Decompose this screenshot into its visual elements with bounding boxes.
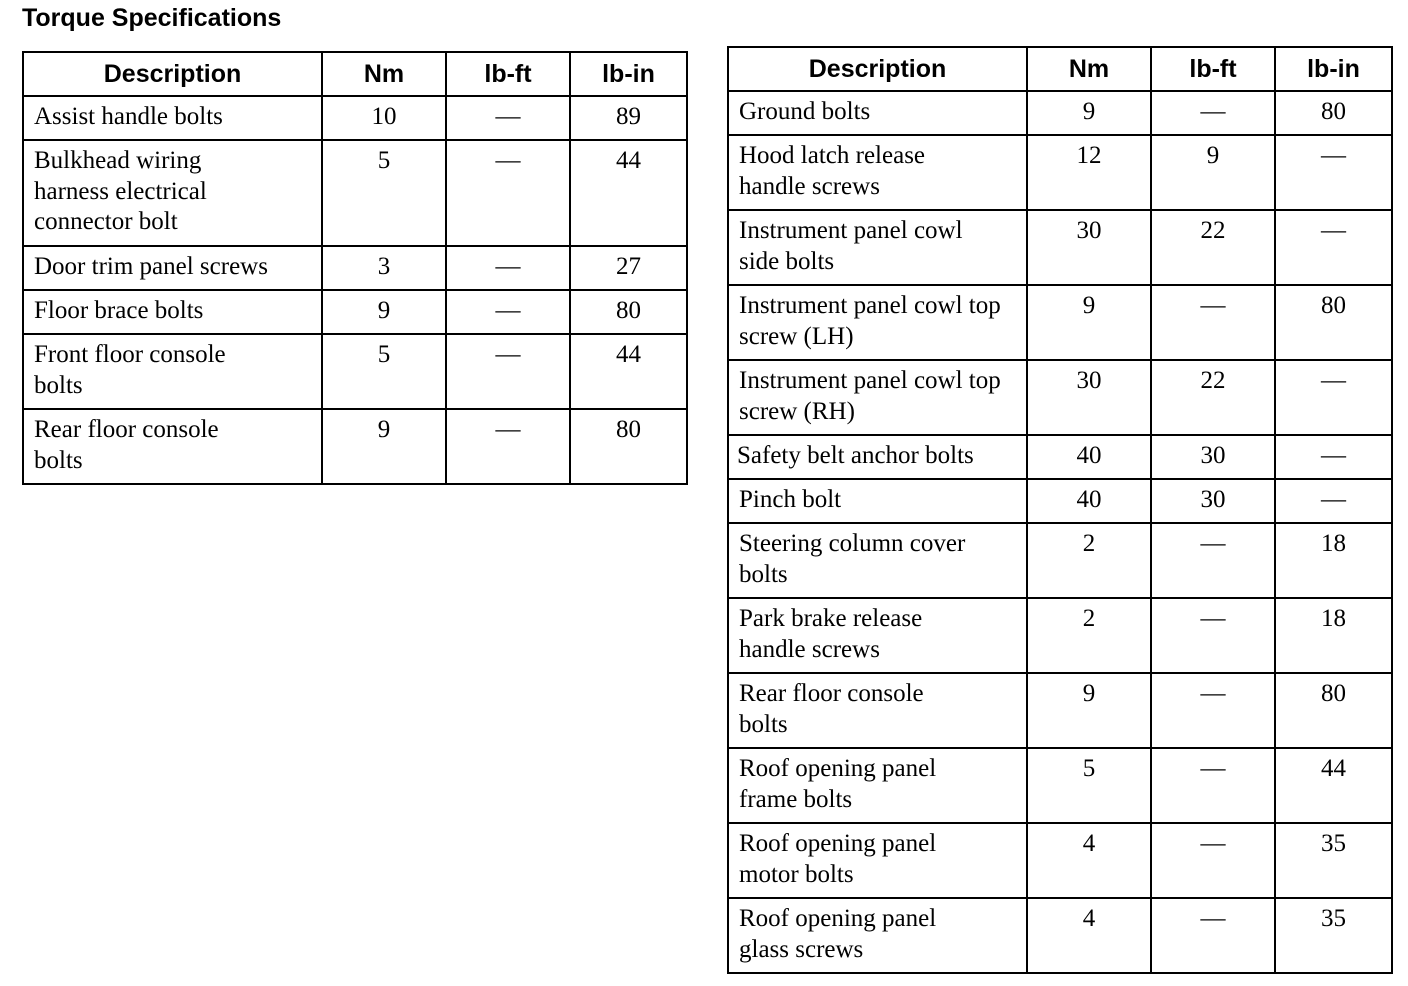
cell-description: Safety belt anchor bolts	[728, 435, 1027, 479]
cell-nm: 5	[1027, 748, 1151, 823]
cell-description	[728, 823, 1027, 898]
cell-nm: 5	[322, 334, 446, 409]
cell-nm: 40	[1027, 479, 1151, 523]
cell-lb-in: —	[1275, 360, 1392, 435]
cell-lb-in: 18	[1275, 598, 1392, 673]
table-row	[728, 673, 1392, 748]
table-row	[728, 91, 1392, 135]
cell-nm: 40	[1027, 435, 1151, 479]
cell-nm: 9	[1027, 673, 1151, 748]
cell-lb-in: 18	[1275, 523, 1392, 598]
cell-lb-in: 80	[570, 409, 687, 484]
header-row	[728, 47, 1392, 91]
cell-description-text: Instrument panel cowl side bolts	[739, 217, 963, 275]
table-row	[23, 290, 687, 334]
cell-lb-ft: —	[1151, 91, 1275, 135]
cell-description-text: Rear floor console bolts	[739, 680, 924, 738]
header-lb-ft: lb-ft	[1151, 47, 1275, 91]
cell-lb-ft: 30	[1151, 435, 1275, 479]
cell-description	[728, 135, 1027, 210]
cell-lb-ft: —	[1151, 898, 1275, 973]
cell-lb-ft: 9	[1151, 135, 1275, 210]
cell-description-text: Rear floor console bolts	[34, 416, 219, 474]
cell-description: Door trim panel screws	[23, 246, 322, 290]
cell-lb-in: 27	[570, 246, 687, 290]
cell-nm: 2	[1027, 523, 1151, 598]
cell-nm: 5	[322, 140, 446, 246]
table-row	[728, 898, 1392, 973]
table-row	[728, 435, 1392, 479]
table-row	[23, 246, 687, 290]
cell-lb-in: 80	[1275, 91, 1392, 135]
table-row	[728, 285, 1392, 360]
cell-description: Pinch bolt	[728, 479, 1027, 523]
cell-lb-ft: —	[1151, 823, 1275, 898]
cell-nm: 3	[322, 246, 446, 290]
cell-description	[23, 334, 322, 409]
cell-lb-ft: —	[1151, 523, 1275, 598]
cell-lb-ft: —	[1151, 285, 1275, 360]
table-row	[728, 479, 1392, 523]
cell-lb-ft: —	[1151, 748, 1275, 823]
table-row	[728, 823, 1392, 898]
cell-description-text: Roof opening panel motor bolts	[739, 830, 937, 888]
cell-description-text: Roof opening panel glass screws	[739, 905, 937, 963]
header-description: Description	[728, 47, 1027, 91]
cell-lb-in: 44	[570, 334, 687, 409]
cell-description-text: Roof opening panel frame bolts	[739, 755, 937, 813]
cell-nm: 9	[322, 409, 446, 484]
cell-description	[728, 598, 1027, 673]
table-row	[728, 523, 1392, 598]
cell-nm: 9	[322, 290, 446, 334]
cell-description-text: Instrument panel cowl top screw (RH)	[739, 367, 1001, 425]
table-row	[728, 360, 1392, 435]
cell-lb-ft: —	[446, 409, 570, 484]
cell-description-text: Bulkhead wiring harness electrical connector bolt	[34, 147, 207, 235]
header-lb-in: lb-in	[570, 52, 687, 96]
cell-description-text: Park brake release handle screws	[739, 605, 923, 663]
cell-lb-ft: —	[446, 96, 570, 140]
table-row	[728, 598, 1392, 673]
table-row	[23, 140, 687, 246]
cell-description	[23, 140, 322, 246]
header-nm: Nm	[1027, 47, 1151, 91]
cell-lb-ft: —	[446, 140, 570, 246]
cell-lb-ft: —	[1151, 598, 1275, 673]
cell-description	[728, 360, 1027, 435]
cell-lb-ft: 22	[1151, 210, 1275, 285]
cell-nm: 2	[1027, 598, 1151, 673]
cell-lb-in: 80	[570, 290, 687, 334]
table-row	[23, 334, 687, 409]
cell-lb-ft: 22	[1151, 360, 1275, 435]
cell-lb-ft: —	[446, 334, 570, 409]
cell-lb-in: 35	[1275, 898, 1392, 973]
header-lb-ft: lb-ft	[446, 52, 570, 96]
cell-lb-in: 44	[1275, 748, 1392, 823]
cell-description: Floor brace bolts	[23, 290, 322, 334]
table-row	[728, 210, 1392, 285]
cell-lb-in: 89	[570, 96, 687, 140]
cell-lb-ft: 30	[1151, 479, 1275, 523]
table-row	[728, 135, 1392, 210]
cell-nm: 30	[1027, 210, 1151, 285]
page-title: Torque Specifications	[22, 4, 282, 32]
cell-lb-ft: —	[446, 246, 570, 290]
cell-nm: 4	[1027, 823, 1151, 898]
cell-lb-in: —	[1275, 479, 1392, 523]
header-lb-in: lb-in	[1275, 47, 1392, 91]
header-nm: Nm	[322, 52, 446, 96]
cell-nm: 4	[1027, 898, 1151, 973]
table-row	[728, 748, 1392, 823]
cell-lb-in: 44	[570, 140, 687, 246]
cell-nm: 30	[1027, 360, 1151, 435]
cell-description-text: Front floor console bolts	[34, 341, 226, 399]
cell-description	[728, 748, 1027, 823]
cell-description-text: Steering column cover bolts	[739, 530, 966, 588]
cell-nm: 12	[1027, 135, 1151, 210]
cell-description	[728, 673, 1027, 748]
cell-description: Assist handle bolts	[23, 96, 322, 140]
cell-description: Ground bolts	[728, 91, 1027, 135]
cell-lb-in: 35	[1275, 823, 1392, 898]
cell-description-text: Instrument panel cowl top screw (LH)	[739, 292, 1001, 350]
cell-lb-in: —	[1275, 135, 1392, 210]
cell-description-text: Hood latch release handle screws	[739, 142, 926, 200]
cell-nm: 10	[322, 96, 446, 140]
cell-description	[728, 210, 1027, 285]
cell-lb-ft: —	[1151, 673, 1275, 748]
cell-description	[728, 523, 1027, 598]
cell-description	[23, 409, 322, 484]
header-row	[23, 52, 687, 96]
cell-nm: 9	[1027, 285, 1151, 360]
torque-table-right	[727, 46, 1393, 974]
cell-lb-in: 80	[1275, 285, 1392, 360]
cell-lb-in: —	[1275, 435, 1392, 479]
cell-lb-ft: —	[446, 290, 570, 334]
table-row	[23, 96, 687, 140]
cell-lb-in: 80	[1275, 673, 1392, 748]
cell-nm: 9	[1027, 91, 1151, 135]
table-row	[23, 409, 687, 484]
cell-lb-in: —	[1275, 210, 1392, 285]
cell-description	[728, 898, 1027, 973]
header-description: Description	[23, 52, 322, 96]
cell-description	[728, 285, 1027, 360]
torque-table-left	[22, 51, 688, 485]
